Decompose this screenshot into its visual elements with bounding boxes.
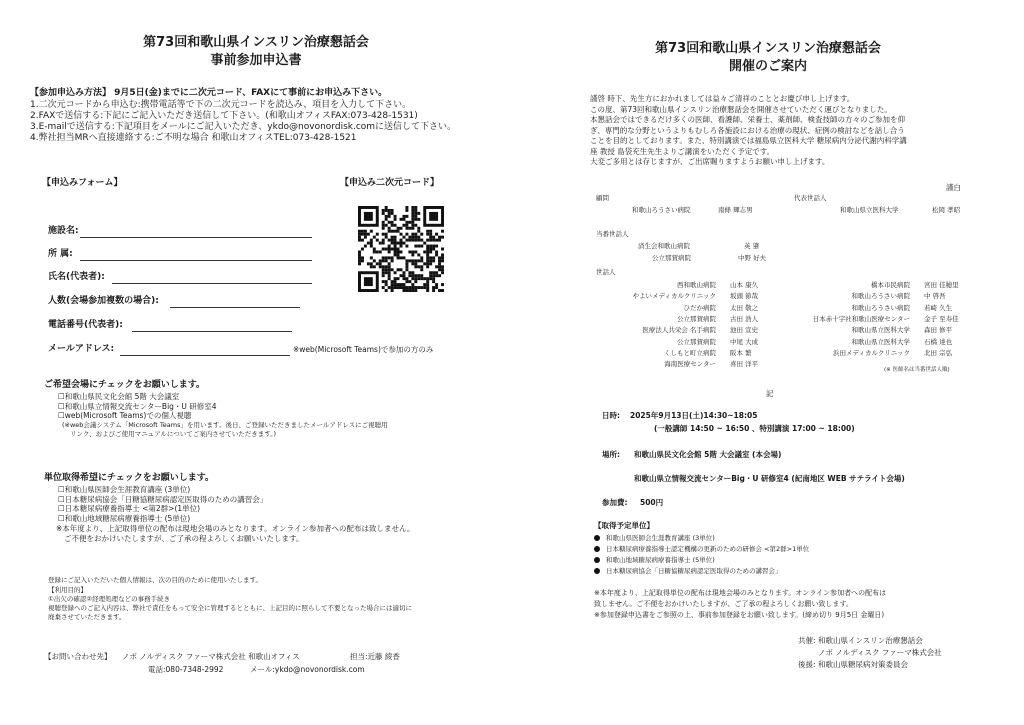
venue-checkbox-2[interactable]: ☐和歌山県立情報交流センターBig・U 研修室4 — [58, 401, 217, 411]
sewanin-name: 坂頭 節哉 — [730, 292, 759, 301]
greeting-line: 本懇話会ではできるだけ多くの医師、看護師、栄養士、薬剤師、検査技師の方々のご参加を仰 — [590, 115, 905, 124]
sewanin-name: 阪本 繁 — [730, 348, 752, 357]
contact-company: ノボ ノルディスク ファーマ株式会社 和歌山オフィス — [122, 652, 300, 661]
qr-heading: 【申込み二次元コード】 — [340, 178, 440, 188]
sewanin-name: 山本 康久 — [730, 281, 759, 289]
credit-plan-text: 和歌山地域糖尿病療養指導士 (5単位) — [606, 556, 715, 564]
credit-plan-heading: 【取得予定単位】 — [594, 521, 654, 530]
department-label: 所 属: — [48, 249, 73, 259]
duty-hospital: 公立那賀病院 — [652, 254, 691, 262]
rep-hospital: 和歌山県立医科大学 — [840, 206, 899, 214]
note-line: ※参加登録申込書をご参照の上、事前参加登録をお願い致します。(締め切り 9月5日 金曜日) — [594, 611, 885, 619]
sponsor-1: 和歌山県インスリン治療懇話会 — [818, 636, 923, 645]
greeting-line: 座 教授 島袋充生先生よりご講演をいただく予定です。 — [590, 146, 775, 156]
place-label: 場所: — [602, 450, 620, 459]
note-line: 致しません。ご不便をおかけいたしますが、ご了承の程よろしくお願い致します。 — [594, 600, 853, 608]
privacy-purpose: ①出欠の確認②経理処理などの事務手続き — [48, 595, 171, 603]
email-note: ※web(Microsoft Teams)で参加の方のみ — [293, 345, 434, 354]
name-label: 氏名(代表者): — [48, 272, 105, 282]
credit-checkbox-3[interactable]: ☐日本糖尿病療養指導士 <第2群>(1単位) — [58, 504, 201, 513]
method-heading: 【参加申込み方法】 9月5日(金)までに二次元コード、FAXにて事前にお申込み下さい。 — [30, 88, 388, 98]
bullet-icon — [594, 546, 600, 552]
venue-list — [58, 392, 217, 421]
rep-label: 代表世話人 — [794, 194, 827, 202]
sewanin-hospital: 公立那賀病院 — [677, 337, 716, 346]
credit-checkbox-1[interactable]: ☐和歌山県医師会生涯教育講座 (3単位) — [58, 485, 191, 494]
credit-plan-item — [594, 555, 809, 566]
sewanin-hospital: 海南医療センター — [664, 360, 716, 369]
duty-hospital: 済生会和歌山病院 — [638, 242, 690, 250]
duty-label: 当番世話人 — [596, 230, 629, 238]
rep-name: 松岡 孝昭 — [932, 206, 961, 214]
date-detail: (一般講師 14:50 ~ 16:50 、特別講演 17:00 ~ 18:00) — [654, 424, 855, 433]
notes — [594, 588, 886, 621]
sewanin-name: 北田 宗弘 — [924, 348, 953, 357]
greeting-line: 大変ご多用とは存じますが、ご出席賜りますようお願い申し上げます。 — [590, 157, 830, 166]
closing: 謹白 — [946, 183, 961, 192]
count-label: 人数(会場参加複数の場合): — [48, 296, 159, 306]
credit-note-2: ご不便をおかけいたしますが、ご了承の程よろしくお願いいたします。 — [64, 534, 304, 543]
date-value: 2025年9月13日(土)14:30~18:05 — [630, 411, 758, 420]
greeting-line: ことを目的としております。また、特別講演では福島県立医科大学 糖尿病内分泌代謝内科学講 — [590, 136, 907, 145]
support-label: 後援: — [798, 660, 816, 669]
advisor-hospital: 和歌山ろうさい病院 — [632, 206, 691, 214]
contact-mail[interactable]: メール:ykdo@novonordisk.com — [250, 665, 365, 674]
credit-heading: 単位取得希望にチェックをお願いします。 — [44, 473, 215, 483]
method-item: 4.弊社担当MRへ直接連絡する:ご不明な場合 和歌山オフィスTEL:073-428-1521 — [30, 133, 357, 143]
form-heading: 【申込みフォーム】 — [42, 178, 123, 188]
phone-field[interactable] — [132, 331, 292, 332]
sewanin-name: 池田 宣史 — [730, 326, 759, 335]
facility-label: 施設名: — [48, 226, 79, 236]
qr-code[interactable] — [358, 206, 444, 292]
bullet-icon — [594, 557, 600, 563]
sewanin-hospital: 日本赤十字社和歌山医療センター — [812, 314, 910, 323]
method-item: 2.FAXで送信する:下記にご記入いただき送信して下さい。(和歌山オフィスFAX:073-428-1531) — [30, 111, 418, 121]
sewanin-name: 金子 至寿佳 — [924, 314, 959, 323]
ki-mark: 記 — [766, 389, 774, 398]
note-line: ※本年度より、上記取得単位の配布は現地会場のみとなります。オンライン参加者への配布は — [594, 589, 887, 597]
credit-note-1: ※本年度より、上記取得単位の配布は現地会場のみとなります。オンライン参加者への配布は致しません。 — [56, 524, 415, 533]
sewanin-name: 森田 修平 — [924, 326, 953, 335]
credit-checkbox-2[interactable]: ☐日本糖尿病協会「日糖協糖尿病認定医取得のための講習会」 — [58, 494, 268, 504]
sewanin-hospital: 公立那賀病院 — [677, 314, 716, 323]
order-note: (※ 医師名は当番世話人順) — [884, 367, 950, 373]
sponsor-2: ノボ ノルディスク ファーマ株式会社 — [818, 648, 942, 657]
place-1: 和歌山県民文化会館 5階 大会議室 (本会場) — [634, 450, 782, 459]
privacy-body-2: 廃棄させていただきます。 — [48, 613, 126, 621]
credit-plan-list — [594, 533, 809, 577]
credit-plan-text: 日本糖尿病協会「日糖協糖尿病認定医取得のための講習会」 — [606, 567, 782, 575]
email-field[interactable] — [120, 355, 290, 356]
invitation-title-sub: 開催のご案内 — [728, 59, 807, 74]
sewanin-hospital: 和歌山県立医科大学 — [851, 326, 910, 335]
qr-code-image — [358, 206, 444, 292]
sewanin-name: 中尾 大成 — [730, 337, 759, 346]
sewanin-name: 喜田 洋平 — [730, 360, 759, 369]
method-item: 1.二次元コードから申込む:携帯電話等で下の二次元コードを読込み、項目を入力して下さい。 — [30, 100, 412, 110]
duty-name: 中野 好夫 — [738, 254, 767, 262]
advisor-name: 南條 輝志男 — [718, 206, 753, 214]
credit-plan-text: 日本糖尿病療養指導士認定機構の更新のための研修会 <第2群>1単位 — [606, 545, 810, 553]
credit-plan-item — [594, 566, 809, 577]
sewanin-label: 世話人 — [596, 268, 616, 276]
sewanin-hospital: 和歌山ろうさい病院 — [851, 292, 910, 301]
credit-plan-item — [594, 544, 809, 555]
bullet-icon — [594, 535, 600, 541]
invitation-title-main: 第73回和歌山県インスリン治療懇話会 — [655, 41, 881, 56]
credit-plan-text: 和歌山県医師会生涯教育講座 (3単位) — [606, 534, 715, 542]
privacy-purpose-label: 【利用目的】 — [48, 586, 87, 594]
sewanin-hospital: くしもと町立病院 — [664, 348, 716, 357]
fee-value: 500円 — [640, 498, 664, 507]
bullet-icon — [594, 568, 600, 574]
privacy-intro: 登録にご記入いただいた個人情報は、次の目的のために使用いたします。 — [48, 576, 262, 584]
sewanin-name: 太田 敬之 — [730, 303, 759, 312]
sewanin-name: 石橋 達也 — [924, 337, 953, 346]
form-title-main: 第73回和歌山県インスリン治療懇話会 — [143, 35, 369, 50]
venue-checkbox-1[interactable]: ☐和歌山県民文化会館 5階 大会議室 — [58, 392, 180, 401]
sewanin-name: 若崎 久生 — [924, 303, 953, 312]
privacy-body-1: 視聴登録へのご記入内容は、弊社で責任をもって安全に管理するとともに、上記目的に照らして不要となった場合には適切に — [48, 604, 412, 612]
venue-note-1: (※web会議システム「Microsoft Teams」を用います。後日、ご登録いただきましたメールアドレスにご視聴用 — [62, 421, 388, 429]
department-field[interactable] — [80, 260, 312, 261]
sewanin-hospital: やよいメディカルクリニック — [632, 292, 716, 301]
place-2: 和歌山県立情報交流センターBig・U 研修室4 (紀南地区 WEB サテライト会場) — [634, 474, 905, 483]
venue-checkbox-3[interactable]: ☐web(Microsoft Teams)での個人視聴 — [58, 411, 192, 420]
contact-person: 担当:近藤 綾香 — [350, 652, 400, 661]
greeting-text — [590, 94, 907, 168]
sewanin-hospital: 和歌山県立医科大学 — [851, 337, 910, 346]
date-label: 日時: — [602, 411, 620, 420]
sewanin-hospital: ひだか病院 — [683, 303, 716, 312]
sewanin-hospital: 医療法人共栄会 名手病院 — [642, 326, 716, 335]
email-label: メールアドレス: — [48, 344, 115, 354]
greeting-line: この度、第73回和歌山県インスリン治療懇話会を開催させていただく運びとなりました。 — [590, 104, 892, 114]
phone-label: 電話番号(代表者): — [48, 320, 123, 330]
advisor-label: 顧問 — [596, 194, 609, 202]
sewanin-name: 宮田 佳穂里 — [924, 281, 959, 289]
credit-plan-item — [594, 533, 809, 544]
sponsor-label: 共催: — [798, 636, 816, 645]
venue-heading: ご希望会場にチェックをお願いします。 — [44, 380, 206, 390]
name-field[interactable] — [112, 283, 312, 284]
support: 和歌山県糖尿病対策委員会 — [818, 660, 908, 669]
sewanin-hospital: 西和歌山病院 — [677, 281, 716, 289]
form-title-sub: 事前参加申込書 — [210, 53, 302, 68]
duty-name: 英 肇 — [744, 242, 760, 250]
credit-list — [58, 485, 267, 523]
sewanin-hospital: 和歌山ろうさい病院 — [851, 303, 910, 312]
method-item: 3.E-mailで送信する:下記項目をメールにご記入いただき、ykdo@novonordisk.comに送信して下さい。 — [30, 122, 457, 132]
sewanin-name: 中 啓吾 — [924, 292, 946, 301]
sewanin-name: 古田 浩人 — [730, 314, 759, 323]
facility-field[interactable] — [80, 237, 312, 238]
venue-note-2: リンク、およびご使用マニュアルについてご案内させていただきます。) — [70, 430, 276, 438]
fee-label: 参加費: — [602, 498, 628, 507]
greeting-line: 謹啓 時下、先生方におかれましては益々ご清祥のこととお慶び申し上げます。 — [590, 94, 855, 103]
method-list — [30, 100, 456, 144]
sewanin-hospital: 橋本市民病院 — [871, 281, 910, 289]
count-field[interactable] — [170, 307, 300, 308]
greeting-line: ぎ、専門的な分野というよりもむしろ各施設における治療の現状、症例の検討などを話し合う — [590, 125, 905, 135]
contact-label: 【お問い合わせ先】 — [44, 652, 112, 661]
invitation-page — [512, 0, 1024, 725]
credit-checkbox-4[interactable]: ☐和歌山地域糖尿病療養指導士 (5単位) — [58, 513, 191, 523]
contact-phone: 電話:080-7348-2992 — [148, 665, 224, 674]
sewanin-hospital: 浜田メディカルクリニック — [833, 348, 910, 357]
